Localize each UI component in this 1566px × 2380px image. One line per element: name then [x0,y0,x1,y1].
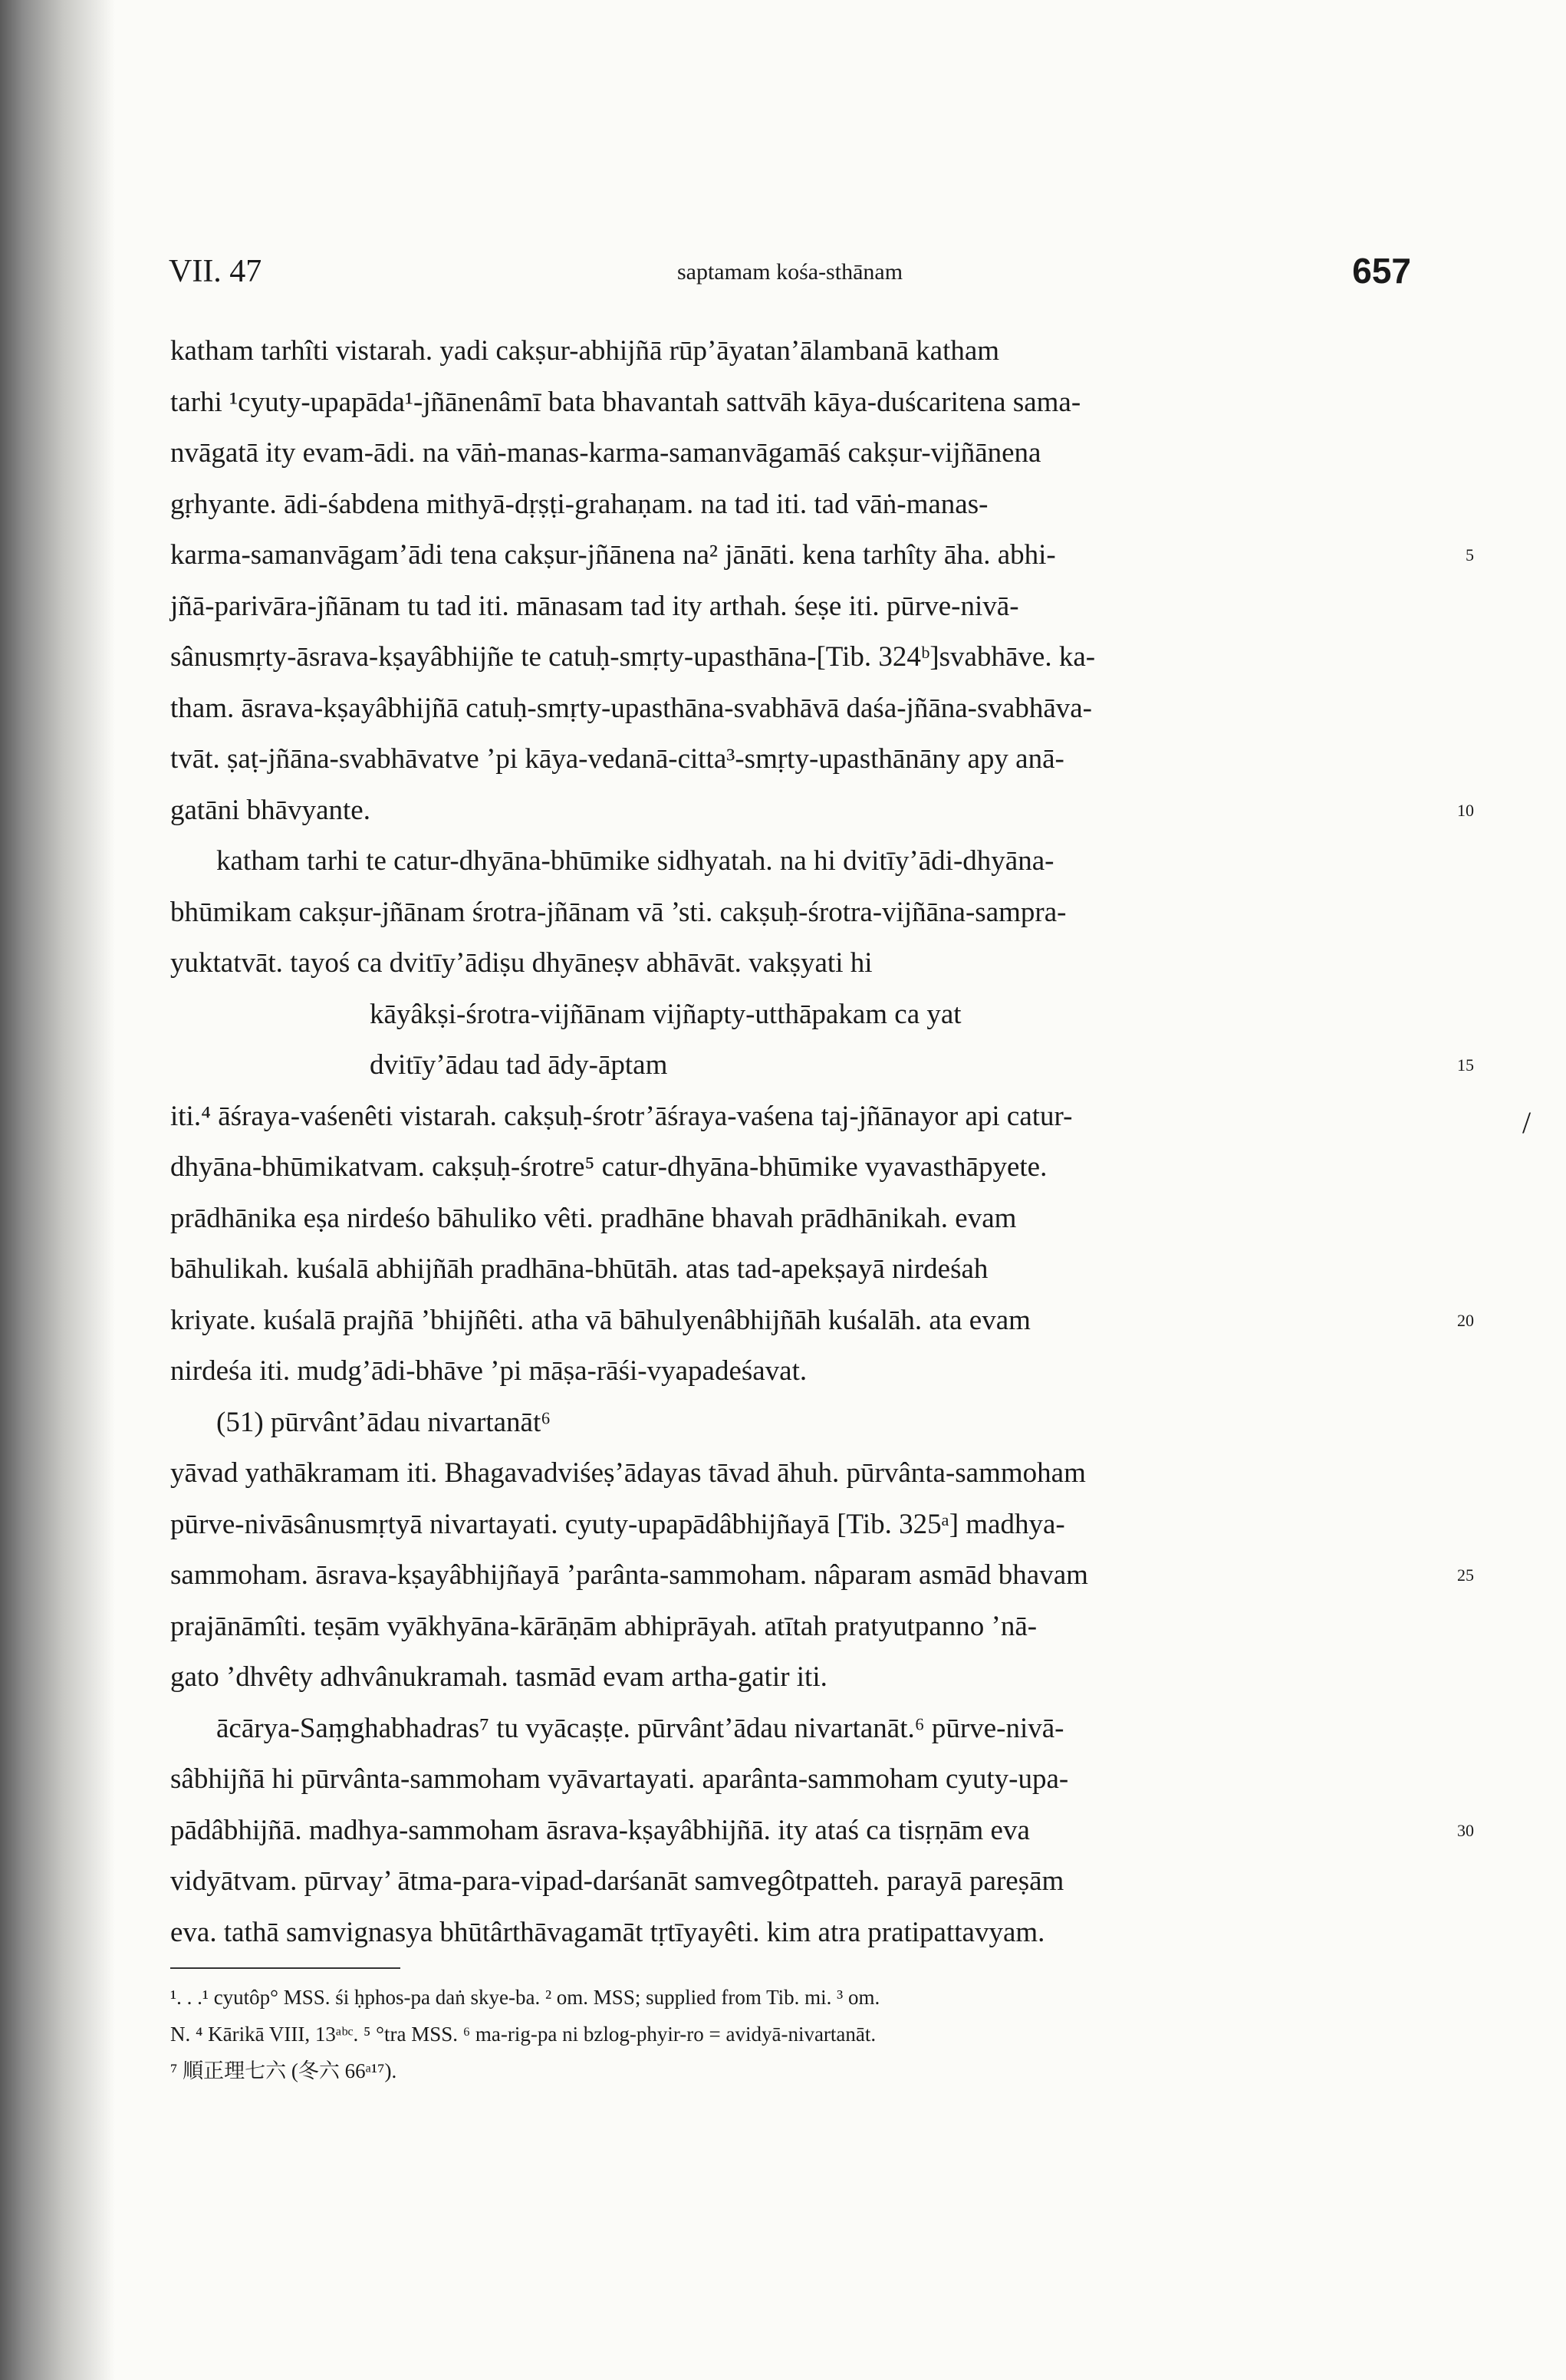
text-line: eva. tathā samvignasya bhūtârthāvagamāt tṛtīyayêti. kim atra pratipattavyam. [170,1916,1045,1948]
text-line-content: dvitīy’ādau tad ādy-āptam [370,1049,668,1081]
text-line [170,1806,1474,1857]
text-line [170,1550,1474,1601]
text-line: tvāt. ṣaṭ-jñāna-svabhāvatve ’pi kāya-vedanā-citta³-smṛty-upasthānāny apy anā- [170,743,1064,775]
text-line: nvāgatā ity evam-ādi. na vāṅ-manas-karma-samanvāgamāś cakṣur-vijñānena [170,437,1041,469]
text-line-content: sammoham. āsrava-kṣayâbhijñayā ’parânta-sammoham. nâparam asmād bhavam [170,1559,1088,1591]
main-text [170,326,1474,1958]
chapter-reference: VII. 47 [169,254,262,289]
footnotes [170,1979,1413,2089]
text-line: jñā-parivāra-jñānam tu tad iti. mānasam tad ity arthah. śeṣe iti. pūrve-nivā- [170,590,1019,622]
text-line: iti.⁴ āśraya-vaśenêti vistarah. cakṣuḥ-śrotr’āśraya-vaśena taj-jñānayor api catur- [170,1100,1073,1132]
line-number: 20 [1457,1310,1474,1330]
page-number: 657 [1352,251,1411,291]
line-number: 5 [1466,545,1474,565]
text-line: bāhulikah. kuśalā abhijñāh pradhāna-bhūtāh. atas tad-apekṣayā nirdeśah [170,1253,989,1285]
running-title: saptamam kośa-sthānam [676,259,903,285]
text-line: gṛhyante. ādi-śabdena mithyā-dṛṣṭi-grahaṇam. na tad iti. tad vāṅ-manas- [170,488,989,520]
verse-line [170,1040,1474,1091]
footnote-rule [170,1967,400,1969]
line-number: 10 [1457,800,1474,820]
text-line: tarhi ¹cyuty-upapāda¹-jñānenâmī bata bhavantah sattvāh kāya-duścaritena sama- [170,386,1081,418]
line-number: 30 [1457,1820,1474,1840]
footnote-line: ¹. . .¹ cyutôp° MSS. śi ḥphos-pa daṅ skye-ba. ² om. MSS; supplied from Tib. mi. ³ om. [170,1986,880,2009]
text-line: ācārya-Saṃghabhadras⁷ tu vyācaṣṭe. pūrvânt’ādau nivartanāt.⁶ pūrve-nivā- [216,1712,1064,1744]
line-number: 25 [1457,1565,1474,1585]
text-line: bhūmikam cakṣur-jñānam śrotra-jñānam vā ’sti. cakṣuḥ-śrotra-vijñāna-sampra- [170,896,1067,928]
text-line: nirdeśa iti. mudg’ādi-bhāve ’pi māṣa-rāśi-vyapadeśavat. [170,1355,808,1387]
margin-mark: / [1522,1105,1531,1140]
text-line: yāvad yathākramam iti. Bhagavadviśeṣ’ādayas tāvad āhuh. pūrvânta-sammoham [170,1457,1086,1489]
text-line: katham tarhi te catur-dhyāna-bhūmike sidhyatah. na hi dvitīy’ādi-dhyāna- [216,845,1054,877]
text-line: gato ’dhvêty adhvânukramah. tasmād evam artha-gatir iti. [170,1661,827,1693]
text-line: tham. āsrava-kṣayâbhijñā catuḥ-smṛty-upasthāna-svabhāvā daśa-jñāna-svabhāva- [170,692,1092,724]
page-header [169,253,1411,299]
text-line: katham tarhîti vistarah. yadi cakṣur-abhijñā rūp’āyatan’ālambanā katham [170,335,1000,367]
text-line: vidyātvam. pūrvay’ ātma-para-vipad-darśanāt samvegôtpatteh. parayā pareṣām [170,1865,1064,1897]
karika-line: (51) pūrvânt’ādau nivartanāt⁶ [216,1406,551,1438]
text-line-content: gatāni bhāvyante. [170,794,370,826]
text-line: sâbhijñā hi pūrvânta-sammoham vyāvartayati. aparânta-sammoham cyuty-upa- [170,1763,1069,1795]
line-number: 15 [1457,1055,1474,1075]
text-line: sânusmṛty-āsrava-kṣayâbhijñe te catuḥ-smṛty-upasthāna-[Tib. 324ᵇ]svabhāve. ka- [170,641,1096,673]
text-line-content: karma-samanvāgam’ādi tena cakṣur-jñānena na² jānāti. kena tarhîty āha. abhi- [170,539,1056,571]
book-spine-shadow [0,0,115,2380]
text-line [170,530,1474,581]
text-line: prādhānika eṣa nirdeśo bāhuliko vêti. pradhāne bhavah prādhānikah. evam [170,1202,1017,1234]
verse-line: kāyâkṣi-śrotra-vijñānam vijñapty-utthāpakam ca yat [370,998,962,1030]
text-line [170,1295,1474,1347]
text-line-content: pādâbhijñā. madhya-sammoham āsrava-kṣayâbhijñā. ity ataś ca tisṛṇām eva [170,1814,1030,1846]
text-line: yuktatvāt. tayoś ca dvitīy’ādiṣu dhyāneṣv abhāvāt. vakṣyati hi [170,947,873,979]
footnote-line: N. ⁴ Kārikā VIII, 13ᵃᵇᶜ. ⁵ °tra MSS. ⁶ ma-rig-pa ni bzlog-phyir-ro = avidyā-nivartanāt. [170,2023,877,2046]
text-line-content: kriyate. kuśalā prajñā ’bhijñêti. atha vā bāhulyenâbhijñāh kuśalāh. ata evam [170,1304,1031,1336]
text-line: pūrve-nivāsânusmṛtyā nivartayati. cyuty-upapādâbhijñayā [Tib. 325ᵃ] madhya- [170,1508,1065,1540]
text-line: prajānāmîti. teṣām vyākhyāna-kārāṇām abhiprāyah. atītah pratyutpanno ’nā- [170,1610,1038,1642]
footnote-line: ⁷ 順正理七六 (冬六 66ᵃ¹⁷). [170,2059,397,2082]
text-line [170,785,1474,837]
text-line: dhyāna-bhūmikatvam. cakṣuḥ-śrotre⁵ catur-dhyāna-bhūmike vyavasthāpyete. [170,1151,1048,1183]
